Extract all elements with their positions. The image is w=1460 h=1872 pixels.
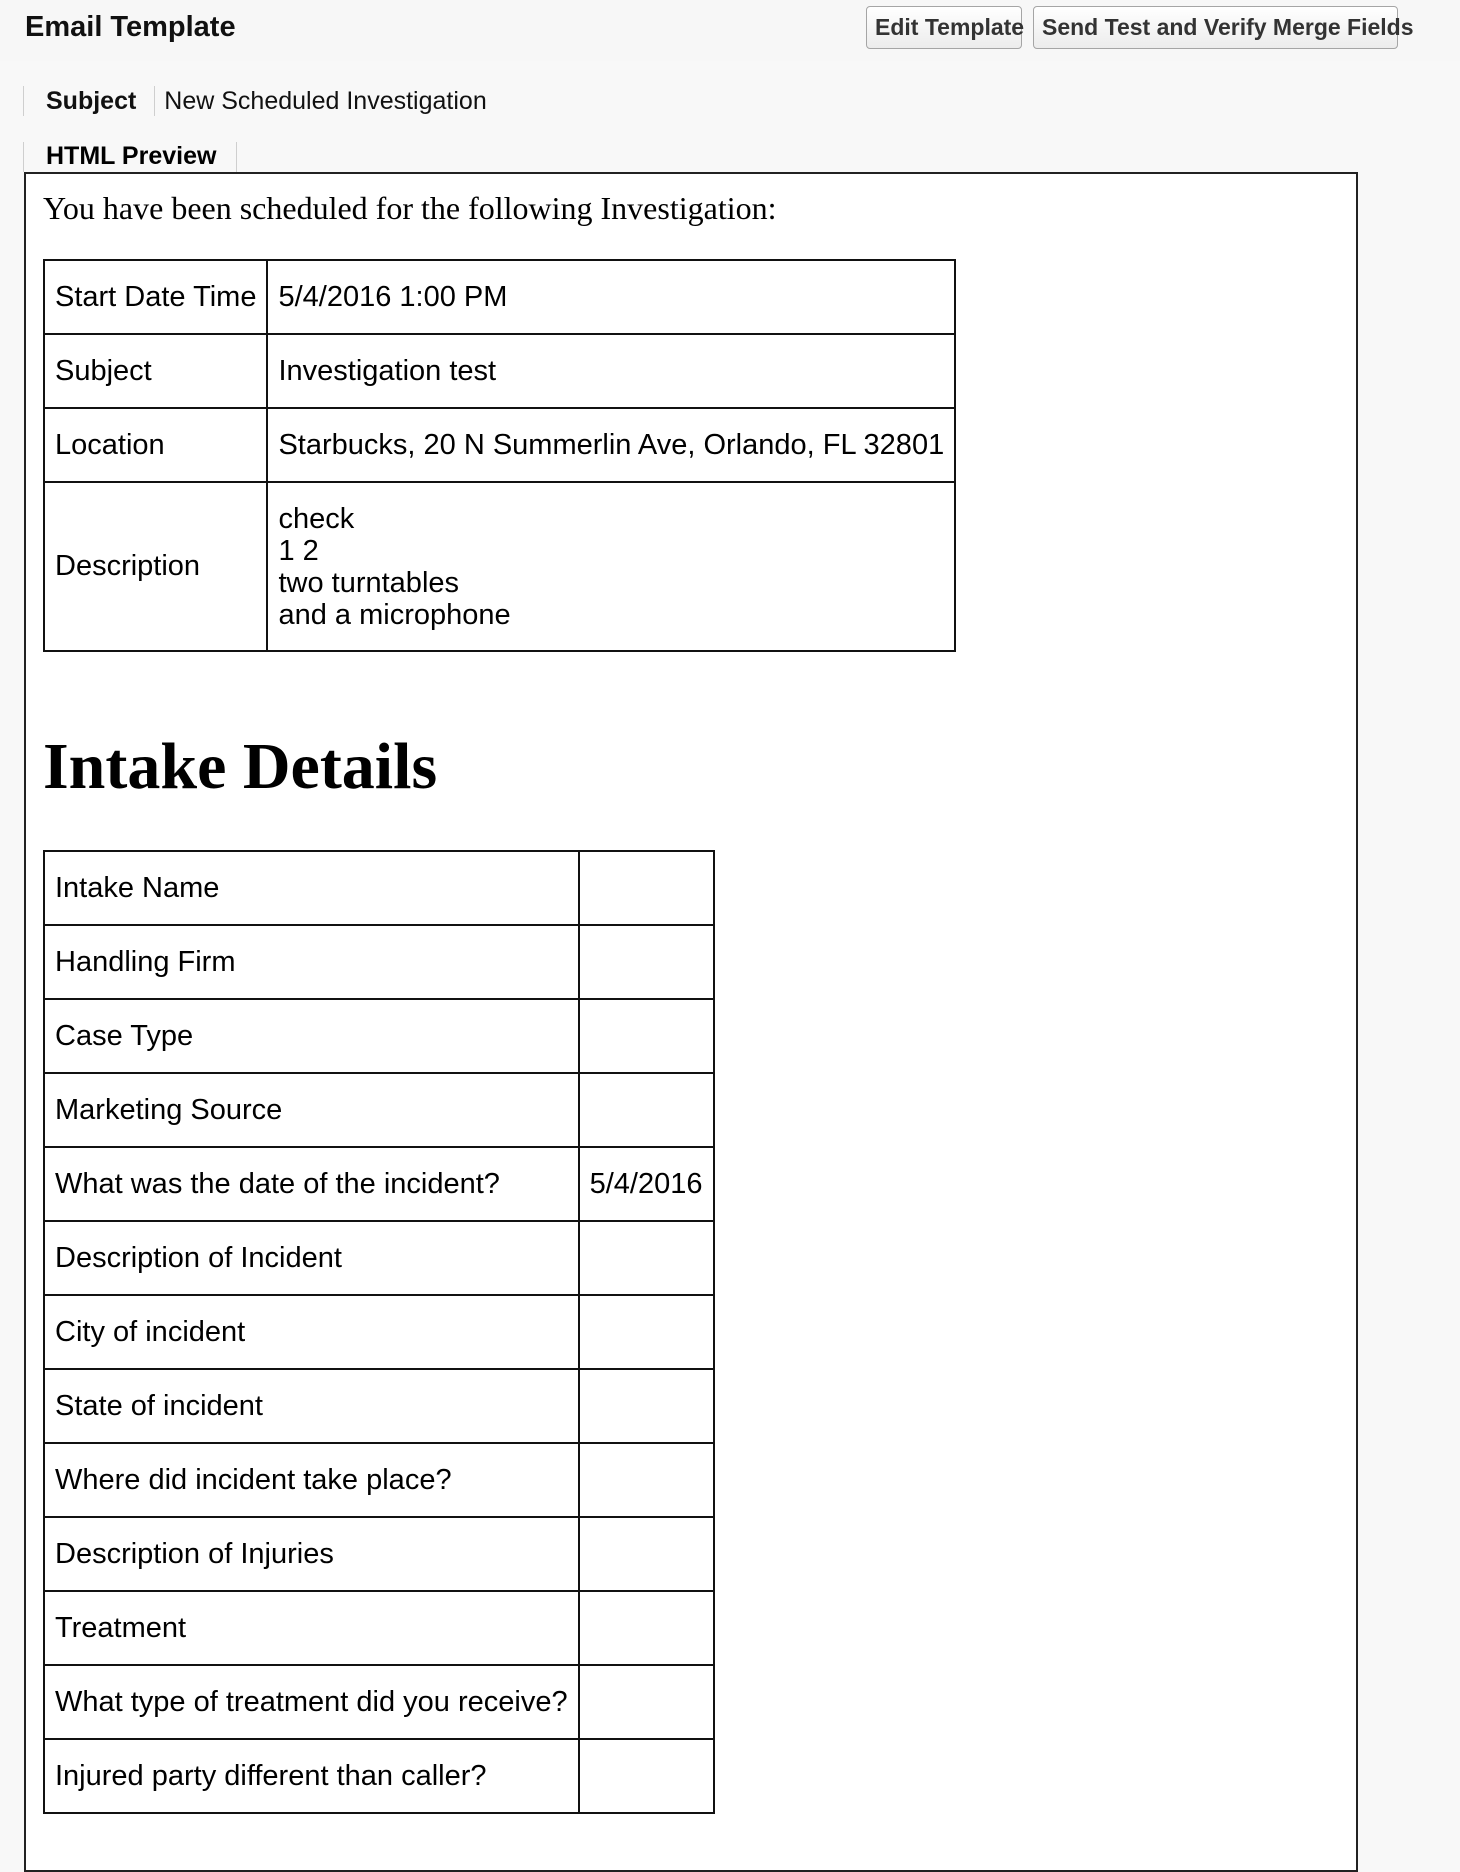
description-line: 1 2 [278,534,319,567]
subject-row [23,84,487,118]
html-preview-panel [24,172,1358,1872]
table-row [44,260,955,334]
table-row [44,999,714,1073]
row-label: Case Type [44,999,579,1073]
table-row [44,1665,714,1739]
row-value [579,1591,714,1665]
intake-table [43,850,715,1814]
table-row [44,1517,714,1591]
html-preview-label: HTML Preview [46,142,217,170]
row-value: Starbucks, 20 N Summerlin Ave, Orlando, FL 32801 [267,408,955,482]
page-title: Email Template [25,11,236,43]
row-value: 5/4/2016 1:00 PM [267,260,955,334]
row-label: Description of Injuries [44,1517,579,1591]
row-value [579,1221,714,1295]
row-label: What was the date of the incident? [44,1147,579,1221]
table-row [44,1443,714,1517]
row-label: Handling Firm [44,925,579,999]
row-label: Injured party different than caller? [44,1739,579,1813]
description-line: check [278,502,355,535]
page-header [0,0,1460,61]
description-line: and a microphone [278,598,511,631]
investigation-table [43,259,956,652]
row-label: Description of Incident [44,1221,579,1295]
row-label: Marketing Source [44,1073,579,1147]
row-value [579,925,714,999]
row-value [579,1443,714,1517]
row-label: What type of treatment did you receive? [44,1665,579,1739]
row-value [579,999,714,1073]
row-label: Subject [44,334,267,408]
table-row [44,1295,714,1369]
table-row [44,925,714,999]
row-label: Treatment [44,1591,579,1665]
table-row [44,1221,714,1295]
row-value: 5/4/2016 [579,1147,714,1221]
html-preview-tab [23,141,237,172]
row-value [579,1517,714,1591]
row-label: Location [44,408,267,482]
subject-label: Subject [46,86,137,115]
row-label: City of incident [44,1295,579,1369]
table-row [44,851,714,925]
table-row [44,1147,714,1221]
intake-heading: Intake Details [43,730,438,803]
row-value [579,1073,714,1147]
row-value [579,1369,714,1443]
description-value [267,482,955,651]
table-row [44,408,955,482]
send-test-button[interactable]: Send Test and Verify Merge Fields [1033,6,1398,49]
row-value [579,1665,714,1739]
table-row [44,482,955,651]
description-line: two turntables [278,566,460,599]
row-label: State of incident [44,1369,579,1443]
row-value [579,1295,714,1369]
row-label: Start Date Time [44,260,267,334]
divider [236,142,237,172]
row-value [579,851,714,925]
table-row [44,1073,714,1147]
intro-text: You have been scheduled for the following Investigation: [43,190,777,226]
table-row [44,1591,714,1665]
edit-template-button[interactable]: Edit Template [866,6,1022,49]
row-label: Where did incident take place? [44,1443,579,1517]
row-value: Investigation test [267,334,955,408]
row-label: Intake Name [44,851,579,925]
subject-value: New Scheduled Investigation [164,86,487,115]
table-row [44,334,955,408]
table-row [44,1369,714,1443]
row-label: Description [44,482,267,651]
